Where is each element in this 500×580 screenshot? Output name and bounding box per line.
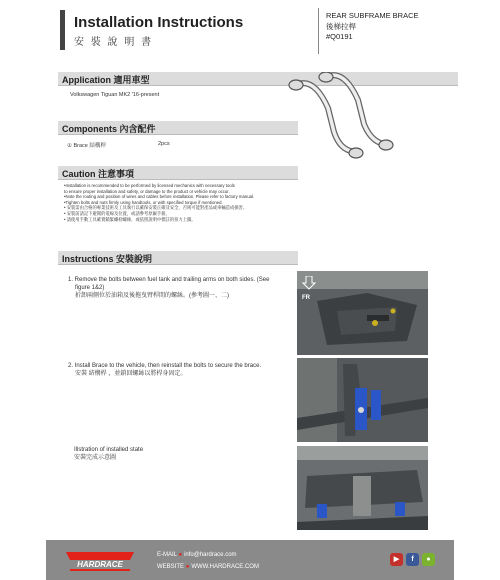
step-1-text: 1. Remove the bolts between fuel tank and trailing arms on both sides. (See: [68, 277, 270, 283]
step-1-photo: [297, 271, 428, 355]
website-label: WEBSITE: [157, 564, 185, 570]
title-accent-bar: [60, 10, 65, 50]
step-1-text-zh: 折卸兩側位於油箱及後拖曳臂桿間的螺絲。(參考圖一、二): [75, 293, 229, 299]
instruction-step-2: [68, 362, 261, 378]
application-heading: Application 適用車型: [62, 75, 150, 85]
facebook-icon[interactable]: f: [406, 553, 419, 566]
caution-heading: Caution 注意事項: [62, 169, 134, 179]
step-2-text-zh: 安裝 結構桿 ，並鎖回螺絲以將桿身固定。: [75, 371, 187, 377]
caution-line: to ensure proper installation and safety, or damage to the product or vehicle may occur.: [64, 188, 230, 194]
application-vehicle: Volkswagen Tiguan MK2 '16-present: [70, 92, 160, 98]
caution-line: •Tighten bolts and nuts firmly using handtools, or with specified torque if mentioned.: [64, 199, 223, 205]
front-direction-indicator: [302, 276, 316, 301]
step-2-text: 2. Install Brace to the vehicle, then reinstall the bolts to secure the brace.: [68, 363, 262, 369]
step-1-text-cont: figure 1&2): [75, 285, 105, 291]
email-label: E-MAIL: [157, 552, 177, 558]
website-dot-icon: ●: [185, 564, 190, 570]
website-link[interactable]: WWW.HARDRACE.COM: [191, 564, 259, 570]
caution-heading-bar: [58, 166, 298, 180]
caution-line: • 請使用手動工具確實鎖緊螺栓螺絲，或依照說明中標註的扭力上鎖。: [64, 216, 196, 222]
header: [0, 0, 500, 62]
product-name: REAR SUBFRAME BRACE: [326, 11, 419, 20]
application-heading-bar: [58, 72, 458, 86]
email-dot-icon: ●: [178, 552, 183, 558]
installed-state-text-zh: 安裝完成示意圖: [74, 455, 117, 461]
hardrace-logo: [64, 550, 136, 572]
wechat-icon[interactable]: ●: [422, 553, 435, 566]
brace-illustration: [276, 72, 398, 170]
product-info: [326, 11, 419, 43]
caution-text: [64, 183, 254, 222]
instructions-heading: Instructions 安裝說明: [62, 254, 153, 264]
page-title-zh: 安 裝 說 明 書: [74, 37, 154, 48]
email-link[interactable]: info@hardrace.com: [184, 552, 237, 558]
logo-wordmark: HARDRACE: [77, 560, 123, 569]
caution-line: •Note the routing and position of wires and cables before installation. Please refer to factory manual.: [64, 194, 255, 200]
components-heading-bar: [58, 121, 298, 135]
caution-line: •Installation is recommended to be performed by licensed mechanics with necessary tools: [64, 183, 235, 188]
instruction-installed-state: [74, 446, 143, 462]
installed-state-photo: [297, 446, 428, 530]
components-heading: Components 內含配件: [62, 124, 156, 134]
footer: [46, 540, 454, 580]
step-2-photo: [297, 358, 428, 442]
header-divider: [318, 8, 319, 54]
arrow-down-icon: [302, 276, 316, 290]
product-code: #Q0191: [326, 32, 353, 41]
product-name-zh: 後梯拉桿: [326, 21, 356, 31]
instruction-step-1: [68, 276, 269, 300]
component-item: ① Brace 結構桿: [67, 143, 106, 149]
website-line: [157, 561, 259, 573]
contact-info: [157, 549, 259, 573]
instructions-heading-bar: [58, 251, 298, 265]
component-qty: 2pcs: [158, 141, 170, 147]
page-title: Installation Instructions: [74, 14, 244, 31]
caution-line: • 安裝前請記下避開的電線及位置，或請參考原廠手冊。: [64, 210, 170, 216]
caution-line: • 安裝需由合格的專業技術及工具執行以確保安裝正確及安全，否則可能對產品或車輛造成損害。: [64, 205, 248, 211]
front-label: FR: [302, 295, 310, 301]
email-line: [157, 549, 259, 561]
youtube-icon[interactable]: ▶: [390, 553, 403, 566]
installed-state-text: Illstration of installed state: [74, 447, 144, 453]
